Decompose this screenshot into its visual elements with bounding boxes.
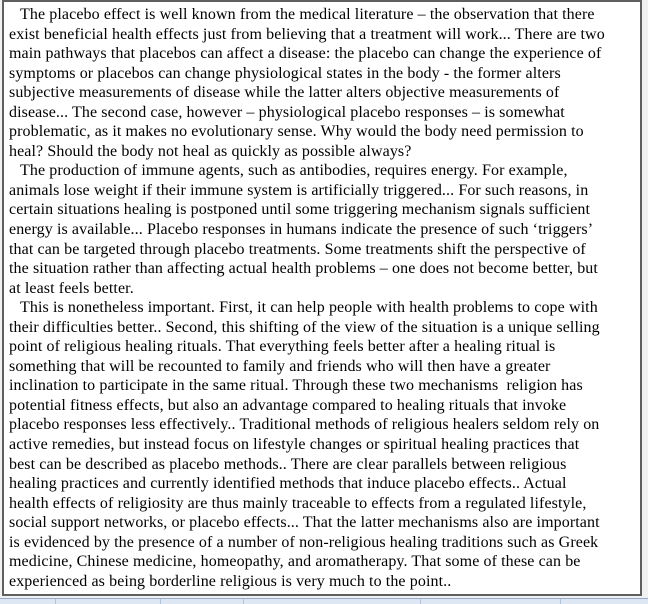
text-line: disease... The second case, however – physiological placebo responses – is somewhat: [9, 103, 565, 121]
text-line: at least feels better.: [9, 279, 134, 297]
text-line: point of religious healing rituals. That everything feels better after a healing ritual is: [9, 338, 556, 356]
cell-separator: [420, 599, 421, 604]
cell-separator: [160, 599, 161, 604]
text-line: The placebo effect is well known from the medical literature – the observation that there: [20, 6, 595, 23]
text-line: the situation rather than affecting actual health problems – one does not become better, but: [9, 260, 598, 278]
text-line: heal? Should the body not heal as quickly as possible always?: [9, 142, 412, 160]
text-line: This is nonetheless important. First, it can help people with health problems to cope with: [20, 299, 598, 317]
text-line: experienced as being borderline religious is very much to the point..: [9, 572, 452, 590]
cell-separator: [243, 599, 244, 604]
text-line: main pathways that placebos can affect a disease: the placebo can change the experience of: [9, 45, 602, 63]
text-document: [2, 0, 642, 596]
text-line: best can be described as placebo methods.. There are clear parallels between religious: [9, 455, 567, 473]
text-line: The production of immune agents, such as antibodies, requires energy. For example,: [20, 162, 568, 180]
background-window-edge: [0, 598, 648, 604]
text-line: placebo responses less effectively.. Traditional methods of religious healers seldom rely on: [9, 416, 600, 434]
text-line: something that will be recounted to family and friends who will then have a greater: [9, 357, 551, 375]
text-line: healing practices and currently identified methods that induce placebo effects.. Actual: [9, 475, 567, 493]
text-line: medicine, Chinese medicine, homeopathy, and aromatherapy. That some of these can be: [9, 553, 581, 571]
cell-separator: [560, 599, 561, 604]
paragraph: [9, 298, 637, 591]
text-line: inclination to participate in the same ritual. Through these two mechanisms religion has: [9, 377, 583, 395]
text-line: their difficulties better.. Second, this shifting of the view of the situation is a unique selling: [9, 318, 600, 336]
text-line: energy is available... Placebo responses in humans indicate the presence of such ‘triggers’: [9, 221, 594, 239]
cell-separator: [55, 599, 56, 604]
text-line: is evidenced by the presence of a number of non-religious healing traditions such as Greek: [9, 533, 599, 551]
text-line: subjective measurements of disease while the latter alters objective measurements of: [9, 84, 560, 102]
paragraph: [9, 161, 637, 298]
text-line: exist beneficial health effects just from believing that a treatment will work... There are two: [9, 25, 605, 43]
text-line: problematic, as it makes no evolutionary sense. Why would the body need permission to: [9, 123, 584, 141]
text-line: that can be targeted through placebo treatments. Some treatments shift the perspective of: [9, 240, 586, 258]
text-line: potential fitness effects, but also an advantage compared to healing rituals that invoke: [9, 396, 567, 414]
text-line: symptoms or placebos can change physiological states in the body - the former alters: [9, 64, 561, 82]
text-line: animals lose weight if their immune system is artificially triggered... For such reasons, in: [9, 181, 589, 199]
text-line: certain situations healing is postponed until some triggering mechanism signals sufficient: [9, 201, 591, 219]
text-line: health effects of religiosity are thus mainly traceable to effects from a regulated lifestyle,: [9, 494, 587, 512]
text-line: social support networks, or placebo effects... That the latter mechanisms also are important: [9, 514, 600, 532]
text-line: active remedies, but instead focus on lifestyle changes or spiritual healing practices that: [9, 436, 580, 454]
paragraph: [9, 5, 637, 161]
